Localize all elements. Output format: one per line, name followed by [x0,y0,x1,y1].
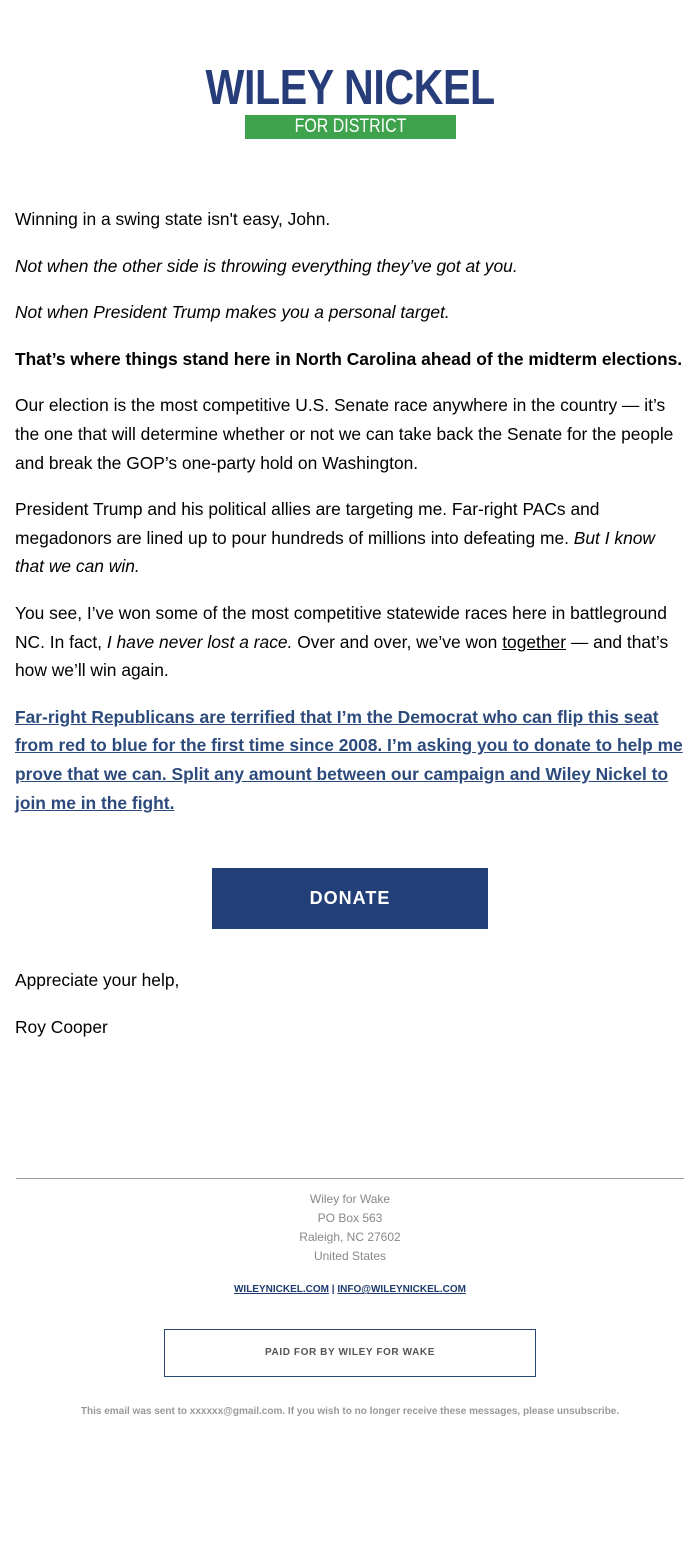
paragraph-targeting-text: President Trump and his political allies are targeting me. Far-right PACs and megadonors are lined up to pour hundreds of millions into defeating me. [15,499,600,548]
unsubscribe-note[interactable]: This email was sent to xxxxxx@gmail.com. If you wish to no longer receive these messages, please unsubscribe. [80,1406,620,1417]
footer-address [0,1190,700,1266]
signoff-closing: Appreciate your help, [15,970,180,990]
paragraph-italic-2: Not when President Trump makes you a personal target. [15,302,450,323]
signoff [15,966,179,1059]
footer-org: Wiley for Wake [309,1192,391,1206]
paragraph-targeting-italic: But I know that we can win. [15,527,655,577]
donate-text-link-paragraph [15,703,685,817]
paragraph-bold: That’s where things stand here in North Carolina ahead of the midterm elections. [15,348,683,369]
footer-divider [16,1178,684,1179]
footer-country: United States [313,1249,387,1263]
paid-for-disclaimer: PAID FOR BY WILEY FOR WAKE [164,1329,536,1377]
paragraph-record [15,599,685,685]
email-link[interactable]: INFO@WILEYNICKEL.COM [337,1284,466,1295]
donate-button[interactable]: DONATE [212,868,488,929]
logo-subtitle-text: FOR DISTRICT ATTORNEY [294,116,406,161]
donate-button-container [212,868,488,929]
paragraph-record-text-3: — and that’s how we’ll win again. [15,631,669,681]
signoff-signature: Roy Cooper [15,1016,108,1037]
email-body [15,205,685,835]
paragraph-targeting [15,495,685,581]
footer-city: Raleigh, NC 27602 [299,1230,401,1244]
paragraph-greeting: Winning in a swing state isn't easy, John. [15,209,331,229]
footer-links [0,1284,700,1295]
donate-text-link[interactable]: Far-right Republicans are terrified that I’m the Democrat who can flip this seat from red to blue for the first time since 2008. I’m asking you to donate to help me prove that we can. Split any amount between our campaign and Wiley Nickel to join me in the fight. [15,706,683,813]
paragraph-election: Our election is the most competitive U.S. Senate race anywhere in the country — it’s the one that will determine whether or not we can take back the Senate for the people and break the GOP’s one-party hold on Washington. [15,395,674,473]
footer-link-separator: | [331,1284,335,1295]
footer-po-box: PO Box 563 [317,1211,383,1225]
paragraph-record-italic: I have never lost a race. [106,631,293,652]
paragraph-italic-1: Not when the other side is throwing everything they’ve got at you. [15,255,518,276]
campaign-logo [0,61,700,161]
website-link[interactable]: WILEYNICKEL.COM [233,1284,329,1295]
logo-name: WILEY NICKEL [205,61,495,115]
paragraph-record-text-1: You see, I’ve won some of the most competitive statewide races here in battleground NC. In fact, [15,602,667,652]
paragraph-record-text-2: Over and over, we’ve won [292,631,503,652]
logo-subtitle [245,115,456,161]
paragraph-record-underlined: together [502,631,567,652]
